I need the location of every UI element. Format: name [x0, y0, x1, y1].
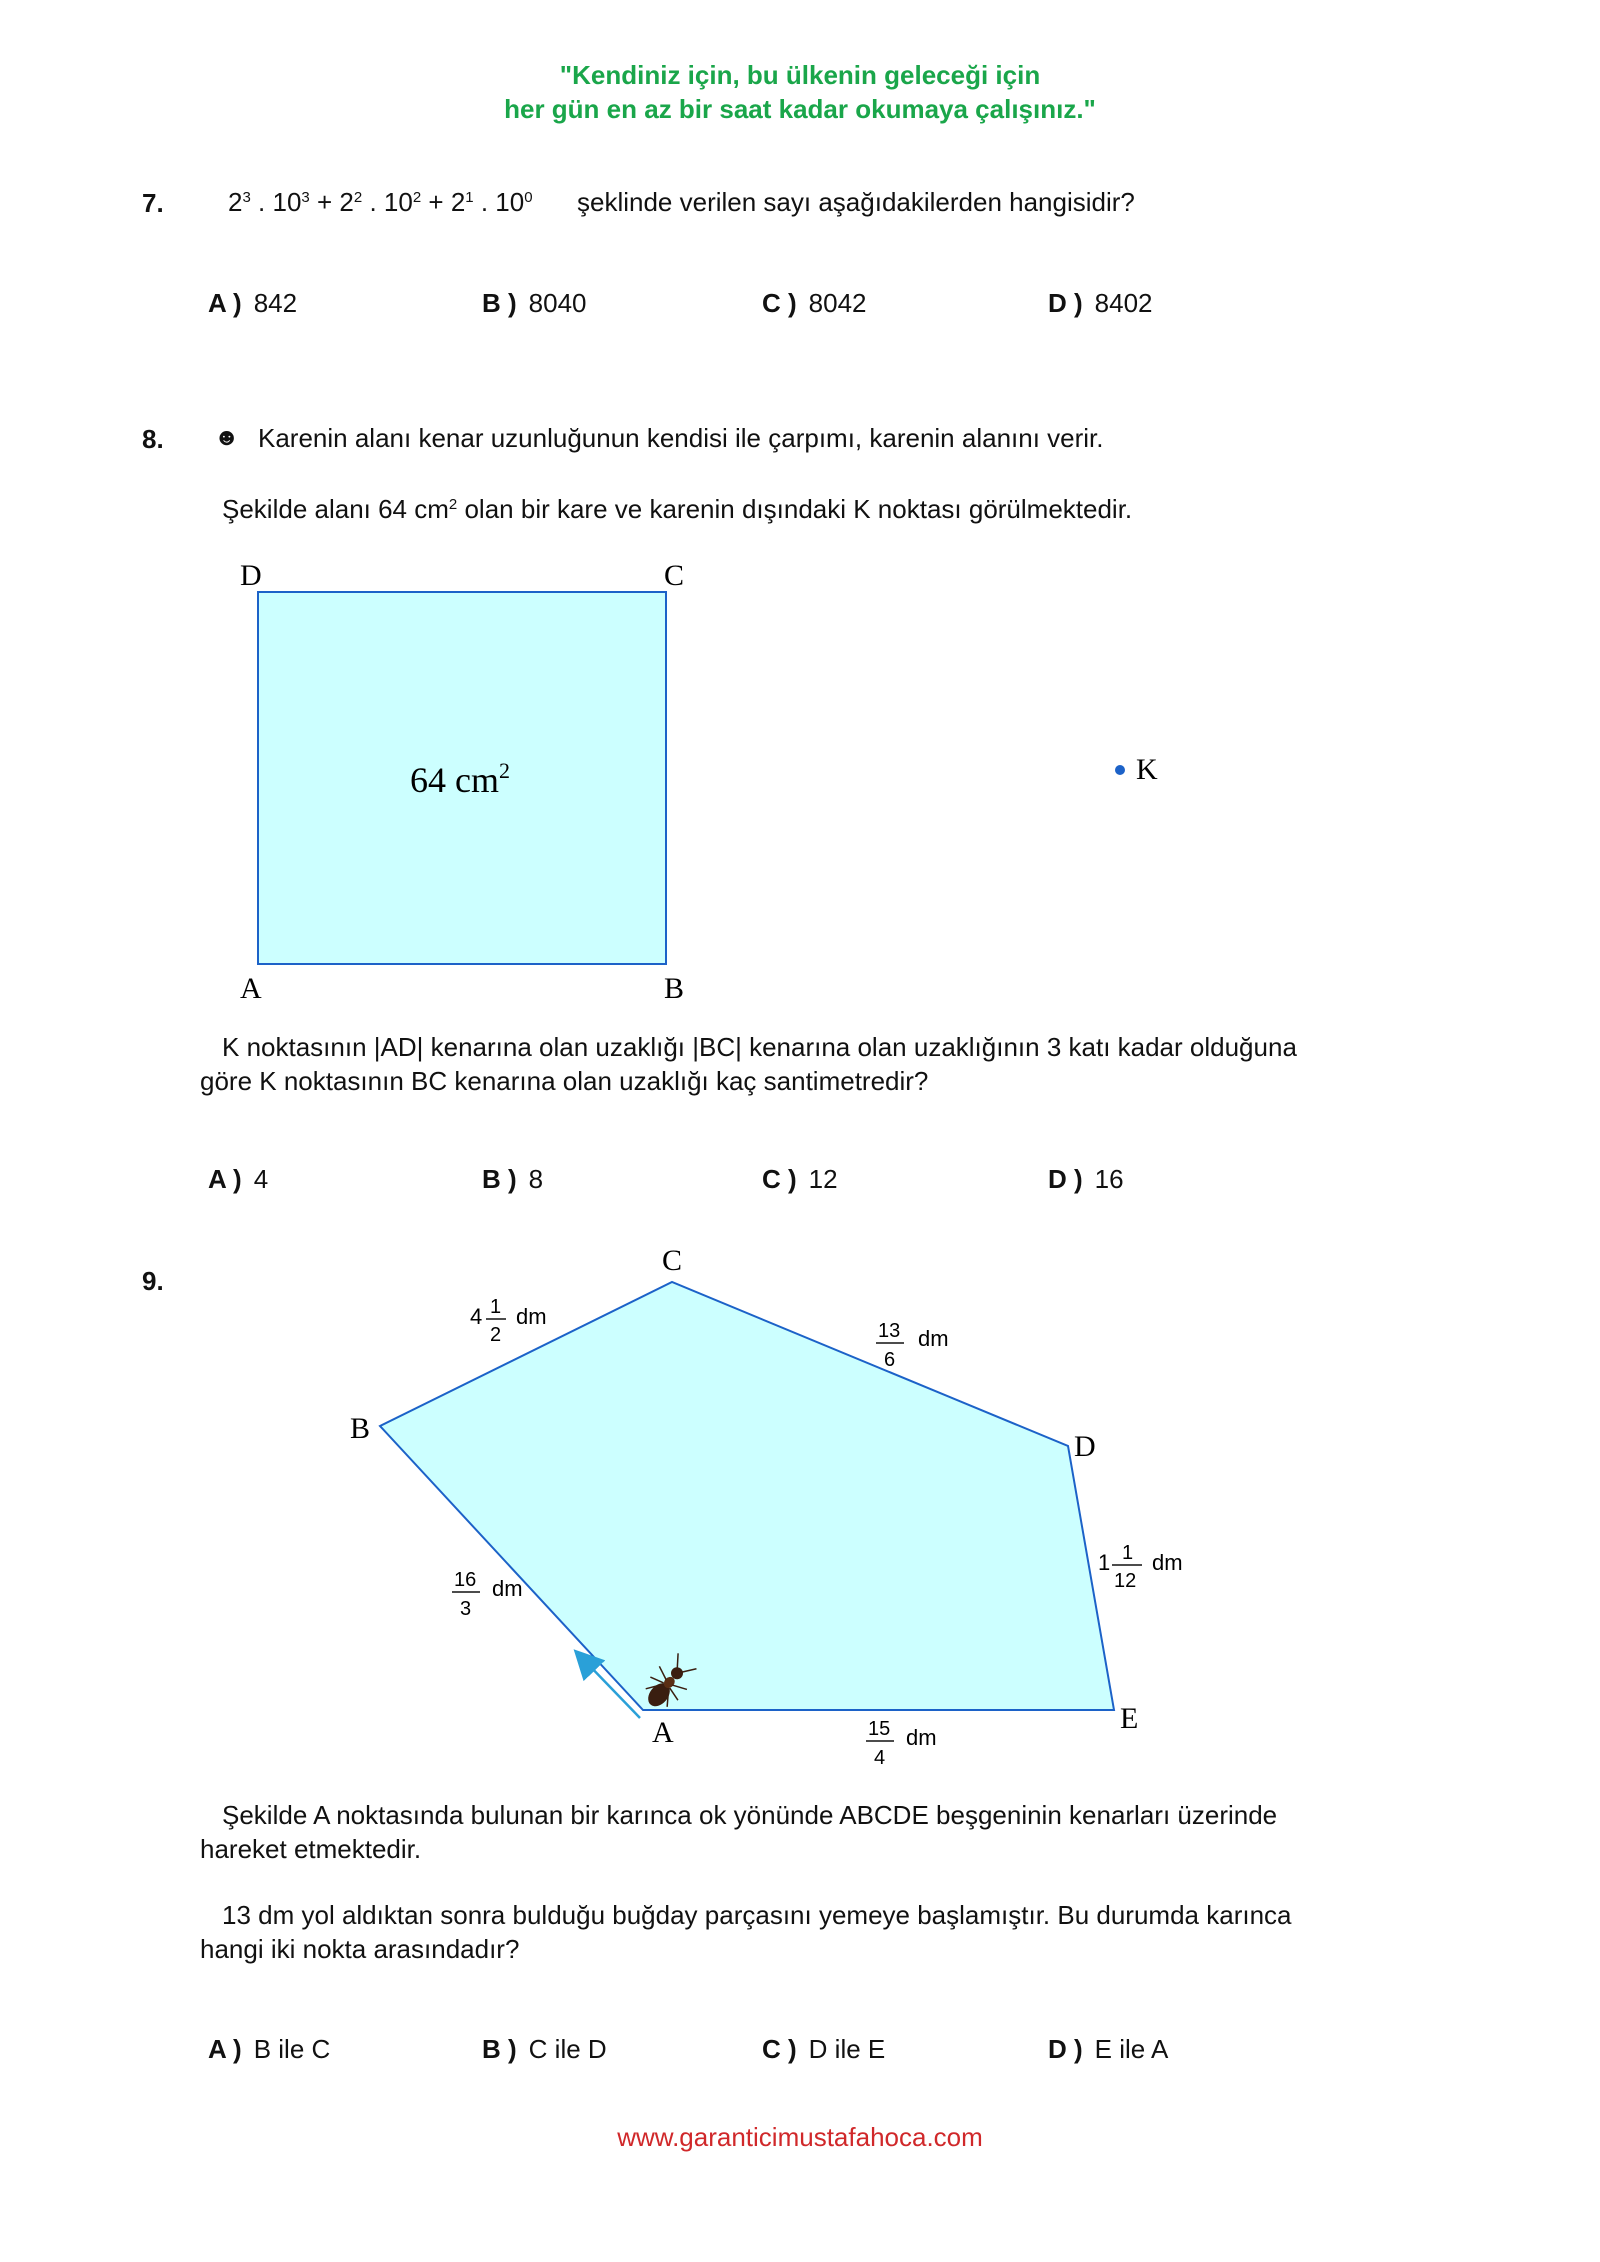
- pentagon-label-d: D: [1074, 1430, 1096, 1463]
- svg-text:12: 12: [1114, 1570, 1137, 1592]
- pentagon-abcde: [380, 1282, 1114, 1710]
- svg-text:dm: dm: [492, 1576, 523, 1601]
- question-9-option-d[interactable]: D ) E ile A: [1048, 2034, 1169, 2064]
- question-9-option-c[interactable]: C ) D ile E: [762, 2034, 886, 2064]
- side-ea-length: [866, 1718, 937, 1769]
- question-8-option-a[interactable]: A ) 4: [208, 1164, 269, 1194]
- question-9-option-b[interactable]: B ) C ile D: [482, 2034, 607, 2064]
- question-7-option-d[interactable]: D ) 8402: [1048, 288, 1153, 318]
- point-k-label: K: [1136, 753, 1158, 786]
- footer-website-link[interactable]: www.garanticimustafahoca.com: [617, 2122, 983, 2152]
- svg-text:1: 1: [1122, 1542, 1134, 1564]
- svg-text:3: 3: [460, 1598, 472, 1620]
- question-8-option-b[interactable]: B ) 8: [482, 1164, 544, 1194]
- pentagon-figure: [0, 1240, 1600, 1780]
- pentagon-label-b: B: [350, 1412, 371, 1445]
- svg-text:1: 1: [490, 1296, 502, 1318]
- motto-line-1: "Kendiniz için, bu ülkenin geleceği için: [559, 60, 1041, 90]
- point-k: [1115, 765, 1125, 775]
- side-bc-length: [470, 1296, 547, 1346]
- question-7-option-a[interactable]: A ) 842: [208, 288, 298, 318]
- svg-text:dm: dm: [516, 1304, 547, 1329]
- pentagon-label-a: A: [652, 1716, 674, 1749]
- question-7-number: 7.: [142, 188, 164, 218]
- question-9-option-a[interactable]: A ) B ile C: [208, 2034, 331, 2064]
- svg-text:15: 15: [868, 1718, 891, 1740]
- question-8-line-2: Şekilde alanı 64 $cm^2$ olan bir kare ve karenin dışındaki K noktası görülmektedir.: [222, 494, 1133, 524]
- question-9-text-1-line-2: hareket etmektedir.: [200, 1834, 422, 1864]
- svg-text:16: 16: [454, 1569, 477, 1591]
- svg-text:4: 4: [470, 1304, 483, 1329]
- question-7-text: şeklinde verilen sayı aşağıdakilerden hangisidir?: [577, 187, 1135, 217]
- pentagon-label-e: E: [1120, 1702, 1139, 1735]
- svg-text:1: 1: [1098, 1550, 1111, 1575]
- square-area-label: 64 $cm^2$: [410, 758, 510, 800]
- side-cd-length: [876, 1320, 949, 1371]
- question-7-option-c[interactable]: C ) 8042: [762, 288, 867, 318]
- svg-text:dm: dm: [906, 1725, 937, 1750]
- question-9-text-1-line-1: Şekilde A noktasında bulunan bir karınca ok yönünde ABCDE beşgeninin kenarları üzerinde: [222, 1800, 1278, 1830]
- square-label-d: D: [240, 559, 262, 592]
- square-label-b: B: [664, 972, 685, 1005]
- question-8-option-c[interactable]: C ) 12: [762, 1164, 838, 1194]
- square-label-a: A: [240, 972, 262, 1005]
- question-8-option-d[interactable]: D ) 16: [1048, 1164, 1124, 1194]
- question-8-question-line-2: göre K noktasının BC kenarına olan uzaklığı kaç santimetredir?: [200, 1066, 929, 1096]
- question-8-number: 8.: [142, 424, 164, 454]
- square-label-c: C: [664, 559, 685, 592]
- question-7-expression: $2^3$ . $10^3 + 2^2$ . $10^2 + 2^1$ . $10^0$: [228, 187, 533, 217]
- svg-text:13: 13: [878, 1320, 901, 1342]
- question-8-question-line-1: K noktasının |AD| kenarına olan uzaklığı |BC| kenarına olan uzaklığının 3 katı kadar olduğuna: [222, 1032, 1297, 1062]
- svg-text:4: 4: [874, 1747, 886, 1769]
- side-de-length: [1098, 1542, 1183, 1592]
- question-7-option-b[interactable]: B ) 8040: [482, 288, 587, 318]
- motto-line-2: her gün en az bir saat kadar okumaya çalışınız.": [504, 94, 1096, 124]
- pentagon-label-c: C: [662, 1244, 683, 1277]
- question-9-text-2-line-2: hangi iki nokta arasındadır?: [200, 1934, 520, 1964]
- side-ab-length: [452, 1569, 523, 1620]
- question-9-number: 9.: [142, 1266, 164, 1296]
- svg-text:dm: dm: [918, 1326, 949, 1351]
- svg-text:dm: dm: [1152, 1550, 1183, 1575]
- square-figure: [0, 0, 1600, 1010]
- question-8-info: Karenin alanı kenar uzunluğunun kendisi ile çarpımı, karenin alanını verir.: [258, 423, 1104, 453]
- svg-text:6: 6: [884, 1349, 896, 1371]
- question-9-text-2-line-1: 13 dm yol aldıktan sonra bulduğu buğday parçasını yemeye başlamıştır. Bu durumda karınca: [222, 1900, 1292, 1930]
- svg-text:2: 2: [490, 1324, 502, 1346]
- smiley-bullet-icon: ☻: [214, 424, 240, 451]
